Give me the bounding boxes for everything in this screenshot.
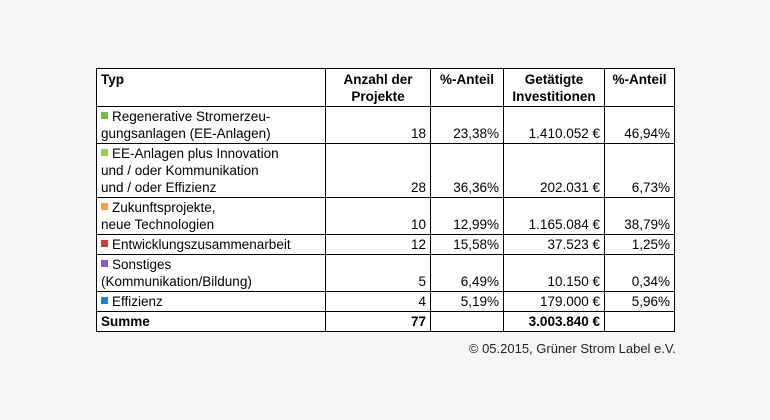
row-typ-cell [97,292,326,312]
investment-table-container [96,68,675,332]
header-anteil-investitionen: %-Anteil [605,69,675,107]
row-anteil-investitionen: 6,73% [605,144,675,198]
row-investitionen: 179.000 € [504,292,605,312]
header-anzahl: Anzahl der Projekte [326,69,431,107]
row-investitionen: 10.150 € [504,255,605,292]
row-anteil-investitionen: 46,94% [605,107,675,144]
row-typ-cell [97,144,326,198]
row-typ-label: Entwicklungszusammenarbeit [112,237,291,252]
color-square-icon [101,149,108,156]
row-anteil-projekte: 15,58% [431,235,504,255]
table-row [97,235,675,255]
row-typ-label: Sonstiges (Kommunikation/Bildung) [101,257,252,289]
row-anzahl: 5 [326,255,431,292]
row-typ-cell [97,198,326,235]
investment-table [96,68,675,332]
header-typ: Typ [97,69,326,107]
color-square-icon [101,297,108,304]
row-anzahl: 18 [326,107,431,144]
copyright-footer: © 05.2015, Grüner Strom Label e.V. [468,341,676,356]
sum-anteil-investitionen [605,312,675,332]
row-typ-cell [97,107,326,144]
sum-label: Summe [97,312,326,332]
row-investitionen: 202.031 € [504,144,605,198]
row-anzahl: 12 [326,235,431,255]
row-typ-label: EE-Anlagen plus Innovation und / oder Kommunikation und / oder Effizienz [101,146,279,195]
color-square-icon [101,203,108,210]
sum-investitionen: 3.003.840 € [504,312,605,332]
row-anteil-projekte: 23,38% [431,107,504,144]
header-anteil-projekte: %-Anteil [431,69,504,107]
table-row [97,144,675,198]
row-typ-cell [97,235,326,255]
sum-anteil-projekte [431,312,504,332]
header-investitionen: Getätigte Investitionen [504,69,605,107]
row-investitionen: 1.410.052 € [504,107,605,144]
row-anteil-investitionen: 5,96% [605,292,675,312]
row-anzahl: 10 [326,198,431,235]
row-typ-cell [97,255,326,292]
table-row [97,198,675,235]
row-anteil-projekte: 6,49% [431,255,504,292]
table-row [97,255,675,292]
row-anzahl: 4 [326,292,431,312]
row-investitionen: 1.165.084 € [504,198,605,235]
row-anteil-investitionen: 38,79% [605,198,675,235]
color-square-icon [101,260,108,267]
table-header-row [97,69,675,107]
row-typ-label: Regenerative Stromerzeu- gungsanlagen (EE-Anlagen) [101,109,271,141]
sum-anzahl: 77 [326,312,431,332]
row-typ-label: Effizienz [112,294,163,309]
sum-row [97,312,675,332]
color-square-icon [101,240,108,247]
row-anteil-projekte: 36,36% [431,144,504,198]
row-typ-label: Zukunftsprojekte, neue Technologien [101,200,216,232]
table-row [97,107,675,144]
table-body [97,107,675,312]
row-anzahl: 28 [326,144,431,198]
row-anteil-investitionen: 1,25% [605,235,675,255]
row-investitionen: 37.523 € [504,235,605,255]
row-anteil-projekte: 12,99% [431,198,504,235]
row-anteil-investitionen: 0,34% [605,255,675,292]
row-anteil-projekte: 5,19% [431,292,504,312]
table-row [97,292,675,312]
color-square-icon [101,112,108,119]
